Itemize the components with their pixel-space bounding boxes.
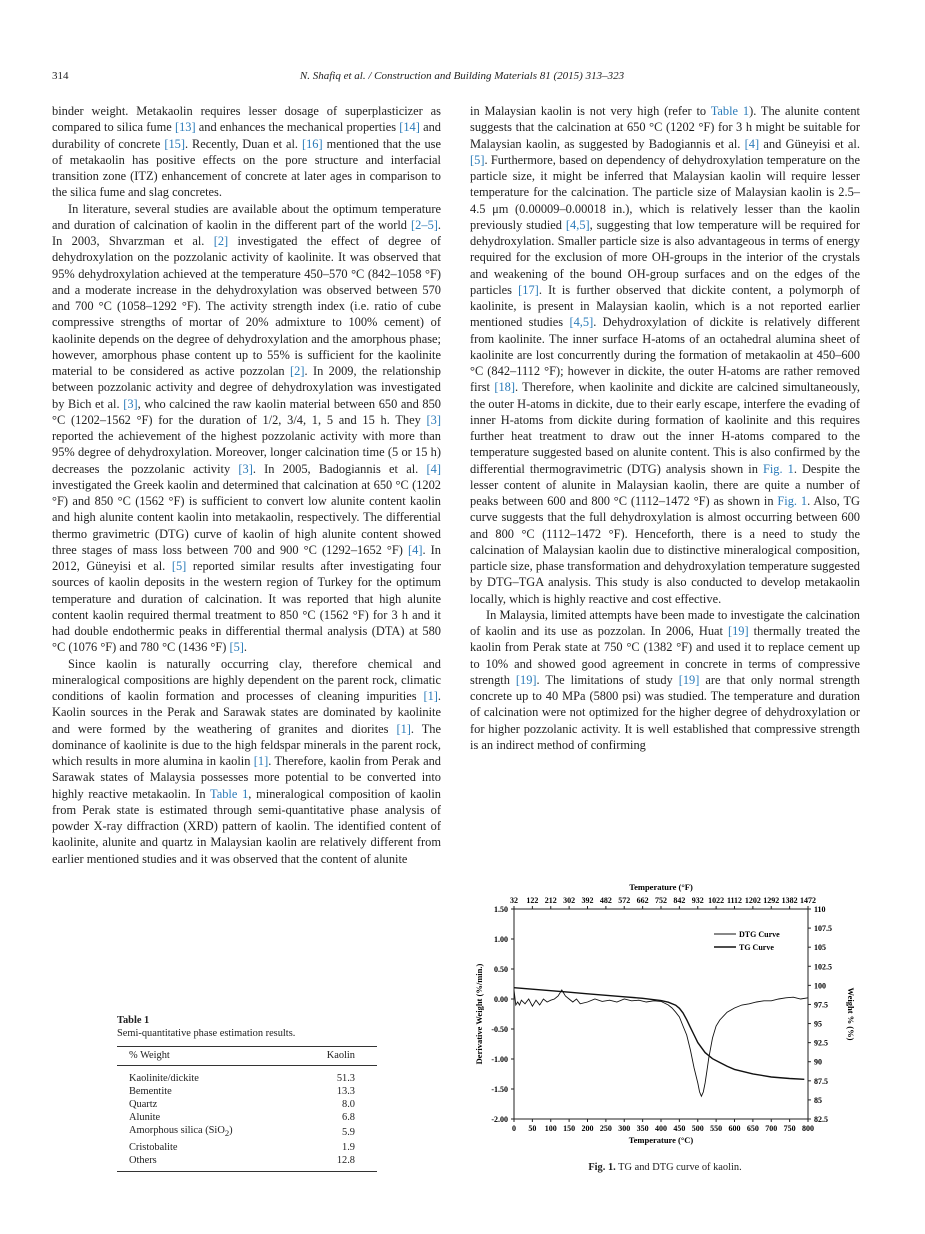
- phase-table: [117, 1046, 377, 1172]
- phase-value: 8.0: [342, 1099, 355, 1111]
- citation-link[interactable]: [4,5]: [569, 315, 594, 330]
- text-run: . In 2003, Shvarzman et al.: [52, 217, 441, 248]
- text-run: . In 2009, the relationship between pozzolanic activity and degree of dehydroxylation was investigated by Bich et al.: [52, 364, 441, 411]
- y-axis-title: Derivative Weight (%/min.): [474, 963, 484, 1065]
- table-header-weight: % Weight: [117, 1047, 292, 1065]
- citation-link[interactable]: [13]: [174, 120, 196, 135]
- y2-tick-label: 95: [814, 1019, 822, 1029]
- phase-value: 13.3: [336, 1085, 355, 1097]
- top-tick-label: 752: [655, 896, 667, 905]
- y-tick-label: 1.00: [494, 935, 508, 944]
- text-run: binder weight. Metakaolin requires lesser dosage of superplasticizer as compared to silica fume: [52, 104, 441, 135]
- top-tick-label: 1292: [763, 896, 780, 905]
- citation-link[interactable]: [19]: [727, 624, 749, 638]
- y2-tick-label: 87.5: [814, 1076, 828, 1086]
- page-header: [52, 70, 872, 86]
- text-run: investigated the Greek kaolin and determined that calcination at 650 °C (1202 °F) and 850 °C (1562 °F) is sufficient to convert low alunite content kaolin and high alunite content kaolin into metakaolin, respectively. The differential thermo gravimetric (DTG) curve of kaolin of high alunite content showed three stages of mass loss between 700 and 900 °C (1292–1652 °F): [52, 477, 441, 557]
- y-tick-label: -0.50: [491, 1025, 508, 1034]
- x-tick-label: 450: [673, 1124, 686, 1133]
- phase-name: Cristobalite: [129, 1141, 178, 1153]
- x-tick-label: 700: [765, 1124, 778, 1133]
- text-run: . Furthermore, based on dependency of dehydroxylation temperature on the particle size, it might be inferred that Malaysian kaolin will require lesser temperature for the calcination. The particle size of Malaysian kaolin is 2.5–4.5 μm (0.00009–0.00018 in.), which is relatively lesser than the kaolin previously studied: [470, 152, 860, 232]
- top-tick-label: 482: [599, 896, 612, 905]
- phase-value: 1.9: [342, 1141, 355, 1153]
- text-run: investigated the effect of degree of dehydroxylation on the pozzolanic activity of kaolinite. It was observed that 95% dehydroxylation achieved at the temperature 450–570 °C (842–1058 °F) and a moderate increase in the dehydroxylation was observed between 570 and 700 °C (1058–1292 °F). The activity strength index (i.e. ratio of cube compressive strengths of mortar of 20% admixture to 100% cement) of kaolinite depends on the degree of dehydroxylation and the amorphous phase; however, amorphous phase content up to 55% is sufficient for the kaolinite material to be considered as active pozzolan: [52, 234, 441, 378]
- phase-name: Quartz: [129, 1099, 158, 1111]
- text-run: . Recently, Duan et al.: [184, 136, 302, 151]
- top-tick-label: 1022: [708, 896, 725, 905]
- text-run: . Despite the lesser content of alunite in Malaysian kaolin, there are quite a number of peaks between 600 and 800 °C (1112–1472 °F) as shown in: [470, 461, 861, 508]
- text-run: , mineralogical composition of kaolin from Perak state is estimated through semi-quantitative phase analysis of powder X-ray diffraction (XRD) pattern of kaolin. The identified content of kaolinite, alunite and quartz in Malaysian kaolin are relatively different from earlier mentioned studies and it was observed that the content of alunite: [52, 786, 441, 866]
- citation-link[interactable]: [4]: [426, 461, 441, 476]
- citation-link[interactable]: [5]: [229, 640, 244, 655]
- text-run: . The limitations of study: [536, 672, 679, 687]
- running-head: N. Shafiq et al. / Construction and Building Materials 81 (2015) 313–323: [299, 70, 625, 82]
- citation-link[interactable]: Table 1: [210, 786, 249, 801]
- x-tick-label: 500: [691, 1124, 704, 1133]
- phase-name: Others: [117, 1154, 292, 1172]
- phase-value: 5.9: [342, 1126, 355, 1138]
- paragraph: [52, 103, 441, 201]
- top-tick-label: 842: [673, 896, 686, 905]
- citation-link[interactable]: [2]: [290, 364, 305, 378]
- phase-name: Kaolinite/dickite: [129, 1072, 199, 1084]
- top-tick-label: 1382: [781, 896, 798, 905]
- figure-label: Fig. 1.: [588, 1162, 616, 1173]
- x-tick-label: 200: [581, 1124, 594, 1133]
- table-1: [117, 1014, 377, 1172]
- text-run: mentioned that the use of metakaolin has positive effects on the pore structure and interfacial transition zone (ITZ) enhancement of concrete at later ages in comparison to the silica fume and slag concretes.: [52, 136, 441, 200]
- text-run: . Therefore, when kaolinite and dickite are calcined simultaneously, the outer H-atoms in dickite, due to their early escape, interfere the evading of inner H-atoms from dickite during formation of kaolinite and this requires further heat treatment to draw out the inner H-atoms compared to the temperature suggested based on alunite content. This is also confirmed by the differential thermogravimetric (DTG) analysis shown in: [470, 380, 861, 476]
- text-run: in Malaysian kaolin is not very high (refer to: [470, 104, 711, 118]
- top-axis-title: Temperature (°F): [629, 882, 693, 892]
- citation-link[interactable]: [4]: [408, 542, 423, 557]
- text-run: . Also, TG curve suggests that the full dehydroxylation is almost occurring between 600 and 800 °C (1112–1472 °F). Henceforth, there is a need to study the calcination of Malaysian kaolin due to distinctive mineralogical composition, particle size, phase transformation and dehydroxylation temperature suggested by DTG–TGA analysis. This study is also conducted to develop metakaolin locally, which is highly reactive and cost effective.: [470, 494, 860, 606]
- citation-link[interactable]: [2]: [213, 234, 229, 248]
- y2-tick-label: 102.5: [814, 962, 832, 972]
- y2-tick-label: 100: [814, 981, 826, 991]
- citation-link[interactable]: [3]: [123, 396, 138, 411]
- citation-link[interactable]: [1]: [253, 754, 269, 768]
- x-tick-label: 0: [512, 1124, 516, 1133]
- phase-name: Amorphous silica (SiO$_2$): [129, 1125, 233, 1139]
- citation-link[interactable]: [1]: [423, 689, 438, 703]
- legend-label: DTG Curve: [739, 930, 780, 939]
- y2-tick-label: 90: [814, 1057, 822, 1067]
- phase-value: 12.8: [292, 1154, 377, 1172]
- paragraph: [52, 201, 441, 656]
- x-tick-label: 650: [746, 1124, 759, 1133]
- table-row: [117, 1085, 377, 1098]
- top-tick-label: 302: [563, 896, 576, 905]
- y2-tick-label: 107.5: [814, 924, 832, 934]
- citation-link[interactable]: Fig. 1: [777, 494, 808, 508]
- top-tick-label: 392: [581, 896, 594, 905]
- paragraph: [470, 607, 860, 753]
- y-tick-label: -1.00: [491, 1055, 508, 1064]
- phase-name: Alunite: [129, 1112, 161, 1124]
- x-tick-label: 150: [563, 1124, 576, 1133]
- y-tick-label: 0.50: [494, 965, 508, 974]
- top-tick-label: 32: [510, 896, 518, 905]
- text-run: . In 2012, Güneyisi et al.: [52, 542, 441, 573]
- top-tick-label: 1202: [744, 896, 761, 905]
- text-run: and Güneyisi et al.: [759, 136, 860, 151]
- right-column: [470, 103, 860, 753]
- text-run: and durability of concrete: [52, 120, 441, 151]
- y-tick-label: -1.50: [491, 1085, 508, 1094]
- x-tick-label: 350: [636, 1124, 649, 1133]
- citation-link[interactable]: [2–5]: [411, 217, 438, 232]
- citation-link[interactable]: [4]: [744, 136, 760, 151]
- table-header-kaolin: Kaolin: [292, 1047, 377, 1065]
- citation-link[interactable]: Table 1: [710, 104, 750, 118]
- top-tick-label: 122: [526, 896, 539, 905]
- y-tick-label: 1.50: [494, 905, 508, 914]
- left-column: [52, 103, 441, 867]
- top-tick-label: 1472: [800, 896, 816, 905]
- x-tick-label: 750: [783, 1124, 796, 1133]
- citation-link[interactable]: [15]: [164, 136, 185, 151]
- citation-link[interactable]: [17]: [518, 282, 539, 297]
- text-run: .: [243, 640, 248, 655]
- citation-link[interactable]: [5]: [171, 559, 187, 573]
- plot-frame: [514, 909, 808, 1119]
- y2-tick-label: 92.5: [814, 1038, 828, 1048]
- citation-link[interactable]: [14]: [399, 120, 420, 135]
- top-tick-label: 932: [691, 896, 704, 905]
- y2-tick-label: 105: [814, 943, 826, 953]
- figure-caption: [470, 1162, 860, 1173]
- text-run: In literature, several studies are available about the optimum temperature and duration of calcination of kaolin in the different part of the world: [52, 201, 441, 232]
- citation-link[interactable]: [18]: [494, 380, 515, 395]
- table-row: [117, 1065, 377, 1085]
- x-tick-label: 800: [802, 1124, 814, 1133]
- x-tick-label: 50: [528, 1124, 537, 1133]
- y2-tick-label: 97.5: [814, 1000, 828, 1010]
- tg-dtg-chart: [470, 878, 860, 1178]
- text-run: . The dominance of kaolinite is due to the high feldspar minerals in the parent rock, which results in more alumina in kaolin: [52, 721, 441, 768]
- x-tick-label: 300: [618, 1124, 631, 1133]
- x-tick-label: 600: [728, 1124, 741, 1133]
- y2-tick-label: 82.5: [814, 1115, 828, 1124]
- y2-tick-label: 110: [814, 905, 826, 914]
- text-run: In Malaysia, limited attempts have been made to investigate the calcination of kaolin and its use as pozzolan. In 2006, Huat: [470, 607, 860, 638]
- table-row: [117, 1154, 377, 1172]
- text-run: reported the achievement of the highest pozzolanic activity with more than 95% degree of dehydroxylation. Moreover, longer calcination time (5 or 15 h) decreases the pozzolanic activity: [52, 429, 441, 476]
- x-tick-label: 250: [599, 1124, 612, 1133]
- phase-name: Bementite: [129, 1085, 172, 1097]
- citation-link[interactable]: [4,5]: [565, 217, 590, 232]
- text-run: . It is further observed that dickite content, a polymorph of kaolinite, is present in Malaysian kaolin, which is a not reported earlier mentioned studies: [470, 282, 860, 330]
- legend-label: TG Curve: [739, 943, 774, 952]
- citation-link[interactable]: [1]: [396, 721, 411, 736]
- table-row: [117, 1111, 377, 1124]
- phase-value: 6.8: [342, 1112, 355, 1124]
- text-run: , who calcined the raw kaolin material between 650 and 850 °C (1202–1562 °F) for the duration of 1/2, 3/4, 1, 5 and 15 h. They: [52, 396, 441, 427]
- x-tick-label: 550: [710, 1124, 723, 1133]
- text-run: . In 2005, Badogiannis et al.: [252, 461, 427, 476]
- citation-link[interactable]: Fig. 1: [762, 461, 794, 476]
- citation-link[interactable]: [5]: [470, 152, 485, 167]
- text-run: reported similar results after investigating four sources of kaolin deposits in the western region of Turkey for the optimum temperature and duration of calcination. It was reported that high alunite content kaolin required thermal treatment to 850 °C (1562 °F) for 3 h and it had double endothermic peaks in differential thermal analysis (DTA) at 580 °C (1076 °F) and 780 °C (1436 °F): [52, 559, 441, 655]
- paragraph: [470, 103, 860, 607]
- citation-link[interactable]: [19]: [678, 672, 700, 687]
- citation-link[interactable]: [3]: [426, 412, 441, 427]
- figure-caption-text: TG and DTG curve of kaolin.: [618, 1162, 742, 1173]
- page-number: 314: [52, 70, 69, 82]
- table-row: [117, 1124, 377, 1140]
- series-line-dtg: [514, 990, 808, 1096]
- text-run: . Dehydroxylation of dickite is relatively different from kaolinite. The inner surface H-atoms of an octahedral alumina sheet of kaolinite are lost concurrently during the formation of metakaolin at 450–600 °C (842–1112 °F); however in dickite, the outer H-atoms are rather removed first: [470, 315, 861, 395]
- x-tick-label: 100: [544, 1124, 557, 1133]
- phase-value: 51.3: [336, 1072, 355, 1084]
- text-run: are that only normal strength concrete up to 40 MPa (5800 psi) was studied. The temperature and duration of calcination were not optimized for the higher degree of dehydroxylation or for higher pozzolanic activity. It is well established that compressive strength is an indirect method of confirming: [470, 672, 860, 752]
- text-run: . Therefore, kaolin from Perak and Sarawak states of Malaysia possesses more potential to be converted into highly reactive metakaolin. In: [52, 754, 441, 801]
- table-label: Table 1: [117, 1015, 150, 1026]
- top-tick-label: 212: [544, 896, 557, 905]
- y2-axis-title: Weight % (%): [846, 987, 856, 1041]
- y2-tick-label: 85: [814, 1095, 822, 1105]
- citation-link[interactable]: [16]: [301, 136, 323, 151]
- text-run: , suggesting that low temperature will be required for dehydroxylation. Smaller particle size is also advantageous in terms of energy required for the exclusion of more OH-groups in the interior of the crystals and weakening of the bound OH-group surfaces and on the edges of the particles: [470, 217, 860, 297]
- text-run: . Kaolin sources in the Perak and Sarawak states are dominated by kaolinite and were formed by the weathering of granites and diorites: [52, 689, 441, 736]
- citation-link[interactable]: [3]: [238, 461, 253, 476]
- table-caption: Semi-quantitative phase estimation results.: [117, 1028, 296, 1040]
- text-run: ). The alunite content suggests that the calcination at 650 °C (1202 °F) for 3 h might be suitable for Malaysian kaolin, as suggested by Badogiannis et al.: [470, 104, 860, 151]
- top-tick-label: 662: [636, 896, 649, 905]
- y-tick-label: -2.00: [491, 1115, 508, 1124]
- citation-link[interactable]: [19]: [515, 672, 537, 687]
- y-tick-label: 0.00: [494, 995, 508, 1004]
- text-run: and enhances the mechanical properties: [195, 120, 400, 135]
- top-tick-label: 1112: [726, 896, 743, 905]
- table-row: [117, 1098, 377, 1111]
- text-run: thermally treated the kaolin from Perak state at 750 °C (1382 °F) and used it to replace cement up to 10% and showed good agreement in concrete in terms of compressive strength: [470, 624, 860, 687]
- x-tick-label: 400: [655, 1124, 667, 1133]
- x-axis-title: Temperature (°C): [628, 1135, 694, 1145]
- paragraph: [52, 656, 441, 867]
- table-row: [117, 1141, 377, 1154]
- top-tick-label: 572: [618, 896, 631, 905]
- text-run: Since kaolin is naturally occurring clay, therefore chemical and mineralogical compositions are highly dependent on the parent rock, climatic conditions of kaolin formation and processes of cleaning impurities: [52, 656, 441, 703]
